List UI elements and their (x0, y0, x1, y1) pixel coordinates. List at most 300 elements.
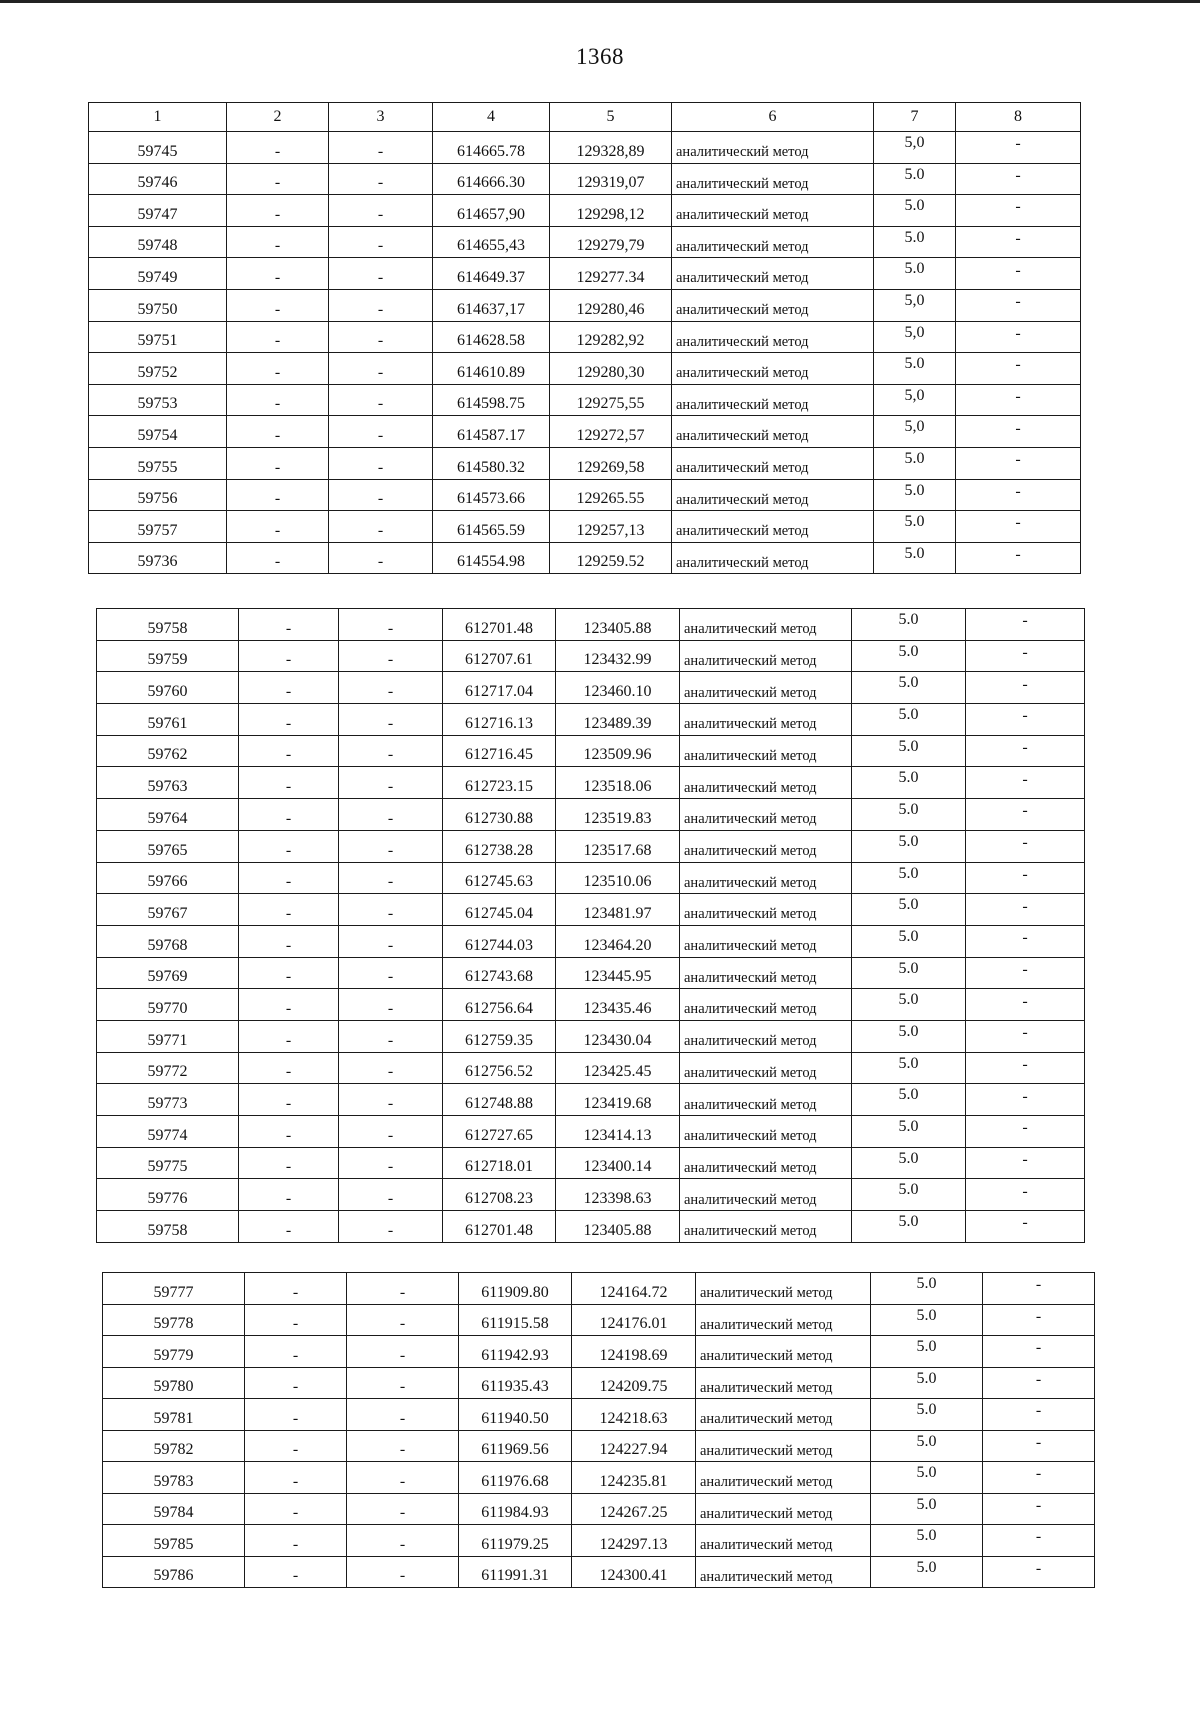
cell-method: аналитический метод (680, 925, 852, 957)
cell-method: аналитический метод (696, 1336, 871, 1368)
column-header-5: 5 (550, 103, 672, 132)
cell-col-3: - (339, 830, 443, 862)
cell-col-8: - (983, 1430, 1095, 1462)
cell-point-number: 59773 (97, 1084, 239, 1116)
table-row (97, 672, 1085, 704)
cell-col-3: - (329, 163, 433, 195)
cell-col-3: - (339, 894, 443, 926)
cell-col-8: - (966, 830, 1085, 862)
cell-col-3: - (347, 1336, 459, 1368)
cell-coord-y: 123400.14 (556, 1147, 680, 1179)
cell-col-3: - (339, 1211, 443, 1243)
cell-accuracy: 5.0 (852, 799, 966, 831)
cell-col-3: - (339, 925, 443, 957)
cell-method: аналитический метод (680, 1211, 852, 1243)
cell-col-2: - (239, 609, 339, 641)
cell-accuracy: 5.0 (874, 163, 956, 195)
cell-col-8: - (966, 1116, 1085, 1148)
cell-coord-y: 124267.25 (572, 1493, 696, 1525)
cell-col-2: - (239, 1020, 339, 1052)
cell-accuracy: 5.0 (874, 226, 956, 258)
cell-coord-x: 612745.04 (443, 894, 556, 926)
cell-coord-y: 123445.95 (556, 957, 680, 989)
cell-col-3: - (329, 321, 433, 353)
table-row (103, 1493, 1095, 1525)
cell-point-number: 59746 (89, 163, 227, 195)
cell-method: аналитический метод (696, 1462, 871, 1494)
cell-point-number: 59752 (89, 353, 227, 385)
table-row (89, 416, 1081, 448)
cell-coord-x: 611915.58 (459, 1304, 572, 1336)
cell-coord-y: 123517.68 (556, 830, 680, 862)
cell-col-3: - (329, 479, 433, 511)
cell-point-number: 59781 (103, 1399, 245, 1431)
table-row (89, 479, 1081, 511)
cell-accuracy: 5.0 (852, 1052, 966, 1084)
cell-coord-y: 129275,55 (550, 384, 672, 416)
cell-point-number: 59747 (89, 195, 227, 227)
cell-accuracy: 5.0 (874, 353, 956, 385)
table-row (97, 1084, 1085, 1116)
cell-point-number: 59756 (89, 479, 227, 511)
cell-method: аналитический метод (696, 1399, 871, 1431)
cell-coord-x: 614587.17 (433, 416, 550, 448)
cell-coord-x: 612756.52 (443, 1052, 556, 1084)
cell-method: аналитический метод (696, 1556, 871, 1588)
cell-point-number: 59745 (89, 132, 227, 164)
cell-coord-x: 611991.31 (459, 1556, 572, 1588)
table-row (97, 957, 1085, 989)
table-row (103, 1304, 1095, 1336)
cell-col-3: - (329, 258, 433, 290)
cell-col-8: - (966, 1020, 1085, 1052)
cell-col-2: - (227, 258, 329, 290)
cell-point-number: 59772 (97, 1052, 239, 1084)
cell-coord-y: 123430.04 (556, 1020, 680, 1052)
cell-point-number: 59784 (103, 1493, 245, 1525)
cell-col-2: - (239, 1052, 339, 1084)
cell-coord-y: 123464.20 (556, 925, 680, 957)
cell-col-2: - (239, 1211, 339, 1243)
coordinates-table-3 (102, 1272, 1095, 1588)
cell-col-2: - (245, 1556, 347, 1588)
cell-col-2: - (227, 447, 329, 479)
table-row (97, 735, 1085, 767)
cell-col-2: - (245, 1273, 347, 1305)
cell-coord-y: 123435.46 (556, 989, 680, 1021)
coordinates-table-1 (88, 102, 1081, 574)
cell-col-8: - (966, 1179, 1085, 1211)
cell-point-number: 59768 (97, 925, 239, 957)
cell-method: аналитический метод (672, 542, 874, 574)
cell-method: аналитический метод (672, 132, 874, 164)
cell-col-2: - (239, 672, 339, 704)
table-row (103, 1399, 1095, 1431)
cell-method: аналитический метод (672, 258, 874, 290)
cell-point-number: 59760 (97, 672, 239, 704)
cell-col-8: - (956, 511, 1081, 543)
cell-method: аналитический метод (696, 1430, 871, 1462)
cell-col-3: - (347, 1304, 459, 1336)
column-header-4: 4 (433, 103, 550, 132)
cell-col-2: - (239, 1147, 339, 1179)
cell-accuracy: 5.0 (871, 1399, 983, 1431)
cell-col-2: - (227, 511, 329, 543)
cell-col-8: - (956, 195, 1081, 227)
column-header-8: 8 (956, 103, 1081, 132)
cell-method: аналитический метод (672, 195, 874, 227)
cell-col-3: - (329, 289, 433, 321)
cell-coord-y: 123481.97 (556, 894, 680, 926)
cell-coord-y: 129259.52 (550, 542, 672, 574)
cell-coord-y: 123489.39 (556, 704, 680, 736)
cell-coord-x: 614580.32 (433, 447, 550, 479)
cell-method: аналитический метод (680, 1147, 852, 1179)
cell-coord-y: 123519.83 (556, 799, 680, 831)
cell-accuracy: 5.0 (852, 735, 966, 767)
cell-coord-x: 612738.28 (443, 830, 556, 862)
cell-coord-y: 129280,46 (550, 289, 672, 321)
cell-col-8: - (966, 862, 1085, 894)
cell-point-number: 59774 (97, 1116, 239, 1148)
cell-col-8: - (983, 1399, 1095, 1431)
cell-col-8: - (983, 1493, 1095, 1525)
cell-col-3: - (339, 1116, 443, 1148)
cell-col-2: - (245, 1493, 347, 1525)
cell-col-8: - (956, 479, 1081, 511)
cell-col-3: - (339, 767, 443, 799)
cell-method: аналитический метод (680, 1179, 852, 1211)
cell-coord-x: 614666.30 (433, 163, 550, 195)
cell-col-3: - (339, 640, 443, 672)
cell-method: аналитический метод (672, 447, 874, 479)
cell-col-3: - (339, 862, 443, 894)
table-row (89, 542, 1081, 574)
cell-col-8: - (983, 1525, 1095, 1557)
cell-method: аналитический метод (672, 289, 874, 321)
cell-coord-y: 123460.10 (556, 672, 680, 704)
cell-coord-x: 612730.88 (443, 799, 556, 831)
cell-accuracy: 5.0 (852, 989, 966, 1021)
cell-col-8: - (966, 735, 1085, 767)
cell-accuracy: 5.0 (852, 767, 966, 799)
cell-accuracy: 5,0 (874, 321, 956, 353)
cell-coord-x: 614565.59 (433, 511, 550, 543)
cell-method: аналитический метод (696, 1367, 871, 1399)
cell-accuracy: 5.0 (871, 1273, 983, 1305)
cell-point-number: 59782 (103, 1430, 245, 1462)
cell-accuracy: 5,0 (874, 289, 956, 321)
cell-coord-y: 124297.13 (572, 1525, 696, 1557)
cell-point-number: 59785 (103, 1525, 245, 1557)
cell-coord-x: 614598.75 (433, 384, 550, 416)
cell-col-3: - (339, 672, 443, 704)
table-row (89, 132, 1081, 164)
cell-point-number: 59786 (103, 1556, 245, 1588)
cell-accuracy: 5.0 (852, 1084, 966, 1116)
cell-point-number: 59758 (97, 1211, 239, 1243)
table-row (103, 1273, 1095, 1305)
table-row (97, 925, 1085, 957)
cell-coord-y: 129277.34 (550, 258, 672, 290)
cell-accuracy: 5.0 (871, 1304, 983, 1336)
cell-method: аналитический метод (672, 163, 874, 195)
cell-coord-y: 129319,07 (550, 163, 672, 195)
cell-coord-y: 129257,13 (550, 511, 672, 543)
cell-accuracy: 5.0 (871, 1462, 983, 1494)
table-row (89, 384, 1081, 416)
cell-accuracy: 5.0 (852, 957, 966, 989)
cell-method: аналитический метод (680, 1052, 852, 1084)
cell-point-number: 59754 (89, 416, 227, 448)
cell-coord-x: 611935.43 (459, 1367, 572, 1399)
cell-col-8: - (956, 353, 1081, 385)
cell-col-8: - (966, 1211, 1085, 1243)
cell-point-number: 59764 (97, 799, 239, 831)
cell-coord-y: 123509.96 (556, 735, 680, 767)
cell-col-8: - (983, 1556, 1095, 1588)
cell-col-8: - (956, 416, 1081, 448)
cell-coord-x: 612743.68 (443, 957, 556, 989)
cell-method: аналитический метод (680, 735, 852, 767)
cell-coord-x: 611969.56 (459, 1430, 572, 1462)
cell-accuracy: 5.0 (852, 1179, 966, 1211)
cell-method: аналитический метод (680, 957, 852, 989)
cell-coord-x: 612707.61 (443, 640, 556, 672)
cell-accuracy: 5.0 (852, 894, 966, 926)
cell-col-8: - (966, 704, 1085, 736)
cell-col-3: - (339, 735, 443, 767)
cell-col-3: - (347, 1367, 459, 1399)
table-header-row (89, 103, 1081, 132)
cell-col-2: - (239, 957, 339, 989)
cell-coord-x: 614573.66 (433, 479, 550, 511)
cell-coord-x: 614610.89 (433, 353, 550, 385)
table-row (89, 258, 1081, 290)
table-row (103, 1367, 1095, 1399)
cell-point-number: 59783 (103, 1462, 245, 1494)
cell-method: аналитический метод (680, 609, 852, 641)
column-header-3: 3 (329, 103, 433, 132)
cell-col-2: - (239, 799, 339, 831)
cell-accuracy: 5.0 (871, 1525, 983, 1557)
cell-accuracy: 5,0 (874, 416, 956, 448)
table-row (97, 830, 1085, 862)
cell-accuracy: 5.0 (852, 1211, 966, 1243)
cell-col-2: - (245, 1525, 347, 1557)
cell-coord-y: 129280,30 (550, 353, 672, 385)
cell-coord-x: 612748.88 (443, 1084, 556, 1116)
cell-coord-x: 612701.48 (443, 609, 556, 641)
cell-method: аналитический метод (680, 1084, 852, 1116)
cell-col-3: - (339, 1020, 443, 1052)
cell-col-8: - (983, 1462, 1095, 1494)
cell-accuracy: 5.0 (874, 258, 956, 290)
cell-point-number: 59780 (103, 1367, 245, 1399)
cell-point-number: 59770 (97, 989, 239, 1021)
cell-coord-x: 612716.45 (443, 735, 556, 767)
table-row (97, 1147, 1085, 1179)
column-header-7: 7 (874, 103, 956, 132)
cell-col-8: - (983, 1336, 1095, 1368)
cell-accuracy: 5.0 (852, 704, 966, 736)
cell-coord-x: 614655,43 (433, 226, 550, 258)
cell-col-2: - (245, 1462, 347, 1494)
table-row (97, 1179, 1085, 1211)
cell-method: аналитический метод (696, 1525, 871, 1557)
cell-accuracy: 5.0 (852, 672, 966, 704)
cell-coord-x: 612718.01 (443, 1147, 556, 1179)
cell-col-3: - (347, 1399, 459, 1431)
cell-col-2: - (245, 1336, 347, 1368)
cell-method: аналитический метод (696, 1273, 871, 1305)
cell-col-2: - (227, 226, 329, 258)
cell-col-2: - (227, 416, 329, 448)
cell-method: аналитический метод (672, 226, 874, 258)
cell-point-number: 59762 (97, 735, 239, 767)
table-row (97, 862, 1085, 894)
cell-col-8: - (966, 672, 1085, 704)
cell-col-2: - (227, 479, 329, 511)
table-row (89, 163, 1081, 195)
cell-coord-y: 123518.06 (556, 767, 680, 799)
cell-col-3: - (329, 384, 433, 416)
cell-coord-y: 123414.13 (556, 1116, 680, 1148)
cell-col-8: - (983, 1273, 1095, 1305)
cell-col-8: - (966, 989, 1085, 1021)
cell-point-number: 59759 (97, 640, 239, 672)
cell-col-3: - (329, 195, 433, 227)
table-row (103, 1462, 1095, 1494)
cell-col-2: - (227, 384, 329, 416)
cell-coord-x: 611984.93 (459, 1493, 572, 1525)
cell-col-3: - (339, 704, 443, 736)
table-row (97, 799, 1085, 831)
cell-method: аналитический метод (680, 989, 852, 1021)
cell-col-8: - (956, 289, 1081, 321)
cell-method: аналитический метод (680, 704, 852, 736)
cell-col-3: - (329, 132, 433, 164)
cell-point-number: 59751 (89, 321, 227, 353)
cell-method: аналитический метод (672, 321, 874, 353)
cell-col-2: - (245, 1304, 347, 1336)
cell-col-3: - (339, 799, 443, 831)
cell-col-2: - (239, 894, 339, 926)
cell-accuracy: 5.0 (852, 830, 966, 862)
cell-coord-y: 123398.63 (556, 1179, 680, 1211)
cell-col-8: - (966, 894, 1085, 926)
cell-point-number: 59766 (97, 862, 239, 894)
table-row (89, 226, 1081, 258)
cell-method: аналитический метод (680, 1020, 852, 1052)
cell-point-number: 59748 (89, 226, 227, 258)
page-number: 1368 (576, 44, 624, 69)
cell-col-2: - (239, 830, 339, 862)
cell-col-8: - (956, 321, 1081, 353)
cell-col-3: - (339, 1147, 443, 1179)
cell-col-8: - (983, 1367, 1095, 1399)
cell-col-3: - (329, 542, 433, 574)
cell-col-2: - (245, 1399, 347, 1431)
table-row (97, 989, 1085, 1021)
table-row (103, 1336, 1095, 1368)
cell-coord-x: 612756.64 (443, 989, 556, 1021)
cell-point-number: 59763 (97, 767, 239, 799)
cell-coord-x: 612723.15 (443, 767, 556, 799)
cell-col-8: - (966, 925, 1085, 957)
cell-coord-y: 124164.72 (572, 1273, 696, 1305)
cell-coord-y: 123425.45 (556, 1052, 680, 1084)
cell-coord-y: 123510.06 (556, 862, 680, 894)
cell-col-8: - (956, 226, 1081, 258)
table-row (97, 609, 1085, 641)
cell-col-3: - (339, 609, 443, 641)
cell-accuracy: 5.0 (871, 1367, 983, 1399)
cell-col-8: - (966, 1147, 1085, 1179)
cell-col-3: - (329, 226, 433, 258)
cell-point-number: 59778 (103, 1304, 245, 1336)
cell-col-2: - (227, 163, 329, 195)
table-row (97, 640, 1085, 672)
cell-col-8: - (966, 957, 1085, 989)
cell-method: аналитический метод (672, 353, 874, 385)
cell-point-number: 59749 (89, 258, 227, 290)
cell-method: аналитический метод (696, 1493, 871, 1525)
cell-col-8: - (956, 384, 1081, 416)
cell-col-2: - (239, 862, 339, 894)
cell-accuracy: 5,0 (874, 132, 956, 164)
cell-col-3: - (329, 353, 433, 385)
table-row (89, 447, 1081, 479)
cell-col-2: - (239, 989, 339, 1021)
table-row (89, 511, 1081, 543)
cell-coord-x: 612717.04 (443, 672, 556, 704)
cell-col-2: - (239, 925, 339, 957)
table-row (89, 289, 1081, 321)
cell-accuracy: 5.0 (874, 479, 956, 511)
cell-coord-y: 124235.81 (572, 1462, 696, 1494)
cell-method: аналитический метод (680, 640, 852, 672)
cell-accuracy: 5.0 (852, 640, 966, 672)
cell-col-3: - (329, 511, 433, 543)
cell-coord-x: 611940.50 (459, 1399, 572, 1431)
cell-coord-y: 123432.99 (556, 640, 680, 672)
cell-accuracy: 5.0 (852, 925, 966, 957)
cell-coord-y: 129279,79 (550, 226, 672, 258)
cell-col-2: - (239, 640, 339, 672)
cell-coord-x: 614637,17 (433, 289, 550, 321)
cell-col-2: - (227, 132, 329, 164)
cell-col-8: - (966, 767, 1085, 799)
cell-point-number: 59753 (89, 384, 227, 416)
table-row (89, 353, 1081, 385)
cell-method: аналитический метод (680, 672, 852, 704)
cell-col-8: - (983, 1304, 1095, 1336)
cell-col-3: - (339, 1084, 443, 1116)
cell-method: аналитический метод (680, 894, 852, 926)
cell-method: аналитический метод (696, 1304, 871, 1336)
cell-accuracy: 5.0 (852, 1147, 966, 1179)
cell-accuracy: 5,0 (874, 384, 956, 416)
cell-point-number: 59761 (97, 704, 239, 736)
cell-coord-x: 612708.23 (443, 1179, 556, 1211)
cell-col-3: - (347, 1273, 459, 1305)
cell-col-8: - (966, 799, 1085, 831)
cell-point-number: 59777 (103, 1273, 245, 1305)
cell-col-2: - (239, 704, 339, 736)
cell-method: аналитический метод (680, 799, 852, 831)
cell-coord-y: 124176.01 (572, 1304, 696, 1336)
